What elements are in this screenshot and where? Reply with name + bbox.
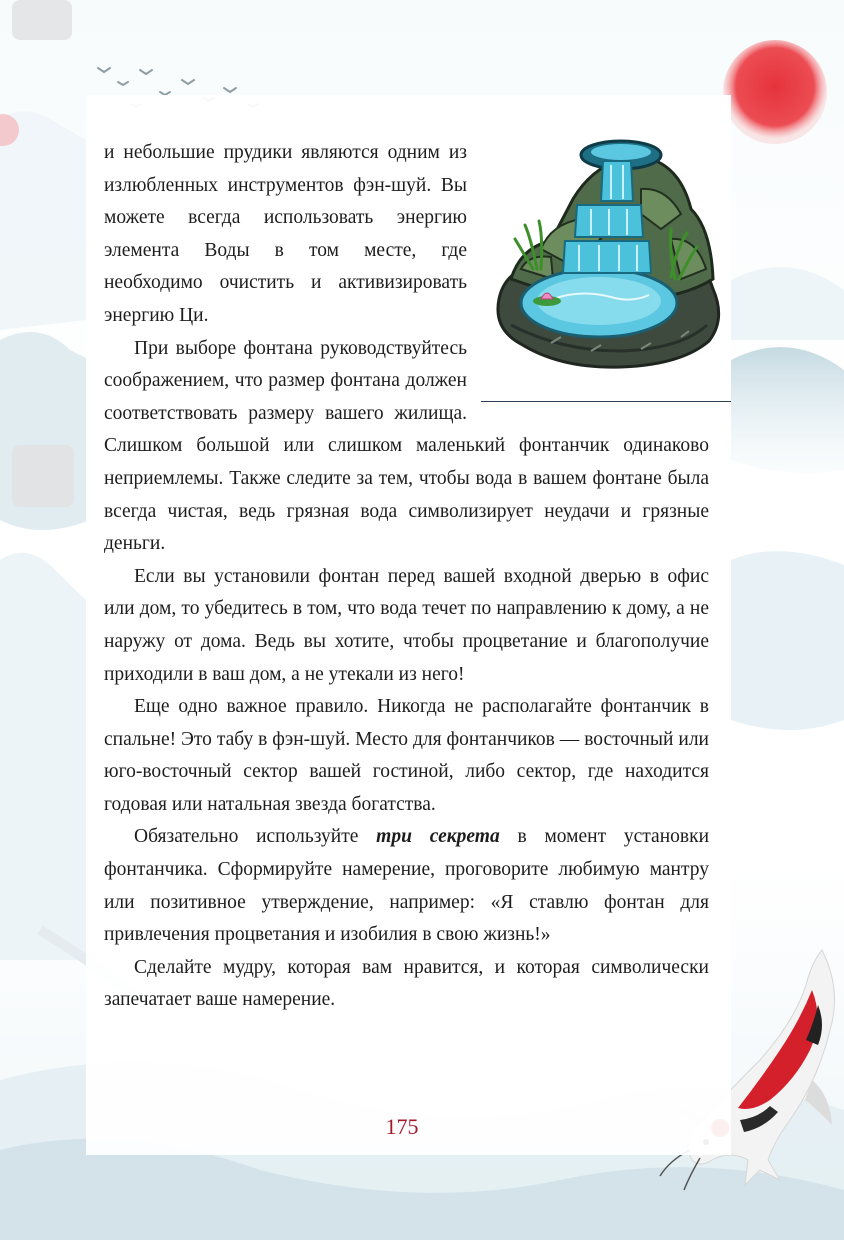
- paragraph-2: При выборе фонтана руководствуйтесь соображением, что размер фонтана должен соответствовать размеру вашего жилища. Слишком большой или слишком маленький фонтанчик одинаково неприемлемы. Также следите за тем, чтобы вода в вашем фонтане была всегда чистая, ведь грязная вода символизирует неудачи и грязные деньги.: [104, 337, 709, 555]
- paragraph-5: [104, 821, 709, 951]
- fountain-illustration: [481, 129, 731, 402]
- paragraph-3: Если вы установили фонтан перед вашей входной дверью в офис или дом, то убедитесь в том, что вода течет по направлению к дому, а не наружу от дома. Ведь вы хотите, чтобы процветание и благополучие приходили в ваш дом, а не утекали из него!: [104, 565, 709, 685]
- paragraph-4: Еще одно важное правило. Никогда не располагайте фонтанчик в спальне! Это табу в фэн-шуй. Место для фонтанчиков — восточный или юго-восточный сектор вашей гостиной, либо сектор, где находится годовая или натальная звезда богатства.: [104, 696, 709, 815]
- paragraph-5-after: в момент установки фонтанчика. Сформируйте намерение, проговорите любимую мантру или позитивное утверждение, например: «Я ставлю фонтан для привлечения процветания и изобилия в свою жизнь!»: [104, 826, 709, 946]
- paragraph-1: и небольшие прудики являются одним из излюбленных инструментов фэн-шуй. Вы можете всегда использовать энергию элемента Воды в том месте, где необходимо очистить и активизировать энергию Ци.: [104, 142, 467, 326]
- paragraph-5-before: Обязательно используйте: [134, 826, 377, 848]
- paragraph-5-emphasis: три секрета: [376, 826, 500, 848]
- body-text: [104, 137, 709, 1017]
- red-sun: [723, 40, 827, 144]
- paragraph-6: Сделайте мудру, которая вам нравится, и которая символически запечатает ваше намерение.: [104, 956, 709, 1011]
- page-number: 175: [385, 1114, 419, 1139]
- fountain-pond-icon: [481, 129, 731, 397]
